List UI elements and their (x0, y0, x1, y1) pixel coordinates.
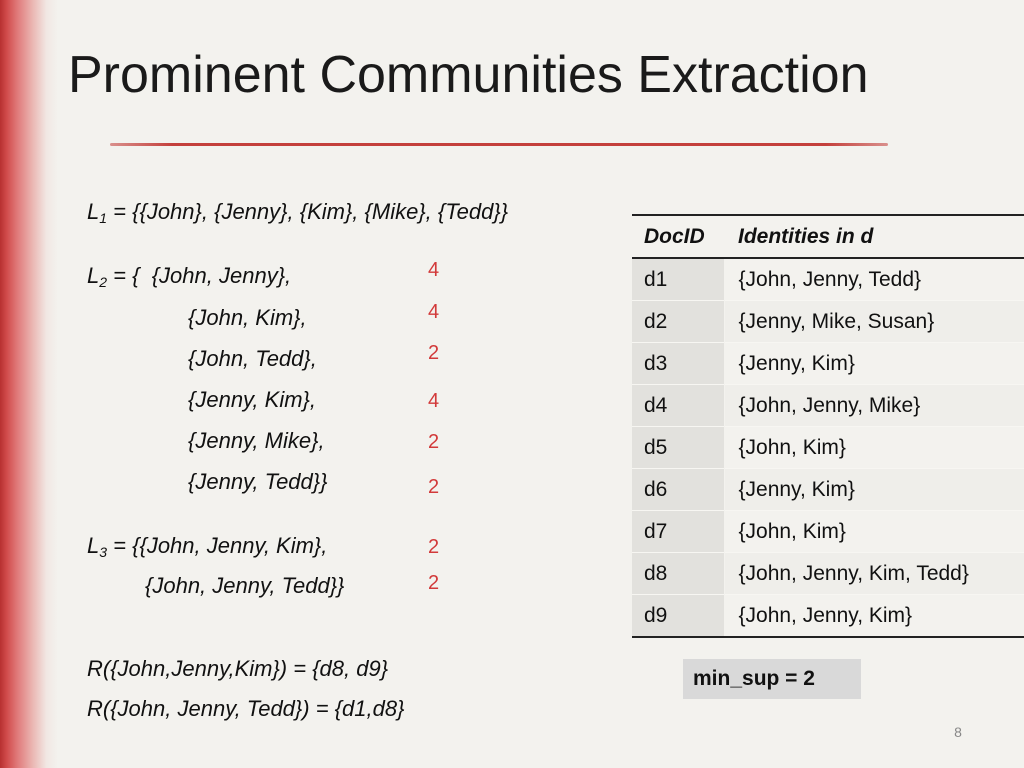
support-count: 4 (428, 301, 440, 323)
l3-itemset: {John, Jenny, Kim}, (139, 533, 328, 558)
docid-cell: d1 (632, 258, 724, 301)
identities-cell: {John, Jenny, Mike} (724, 385, 1024, 427)
l3-prefix: = { (107, 533, 140, 558)
docid-cell: d3 (632, 343, 724, 385)
docid-cell: d5 (632, 427, 724, 469)
l1-set: = {{John}, {Jenny}, {Kim}, {Mike}, {Tedd}} (107, 199, 509, 224)
identities-cell: {John, Jenny, Kim, Tedd} (724, 553, 1024, 595)
l2-prefix: = { (107, 263, 152, 288)
table-row (632, 553, 1024, 595)
table-row (632, 511, 1024, 553)
identities-cell: {John, Jenny, Kim} (724, 595, 1024, 638)
l3-itemset: {John, Jenny, Tedd}} (145, 573, 345, 598)
table-header-row (632, 215, 1024, 258)
support-count: 2 (428, 476, 440, 498)
table-row (632, 595, 1024, 638)
docid-cell: d9 (632, 595, 724, 638)
identities-cell: {John, Kim} (724, 511, 1024, 553)
support-count: 2 (428, 536, 440, 558)
min-support-box: min_sup = 2 (683, 659, 861, 699)
identities-cell: {Jenny, Mike, Susan} (724, 301, 1024, 343)
support-count: 2 (428, 431, 440, 453)
l2-label: L (87, 263, 100, 288)
l2-itemset: {Jenny, Mike}, (188, 428, 325, 453)
support-count: 2 (428, 342, 440, 364)
l2-line (87, 262, 291, 296)
page-number: 8 (954, 724, 962, 740)
l1-label: L (87, 199, 100, 224)
slide-title: Prominent Communities Extraction (68, 46, 869, 104)
l2-itemset: {John, Jenny}, (151, 263, 292, 288)
decorative-side-bar (0, 0, 58, 768)
identity-table (632, 214, 1024, 638)
table-row (632, 385, 1024, 427)
docid-cell: d2 (632, 301, 724, 343)
table-row (632, 469, 1024, 511)
title-divider (110, 143, 888, 146)
l2-itemset: {Jenny, Kim}, (188, 387, 316, 412)
support-count: 2 (428, 572, 440, 594)
table-row (632, 258, 1024, 301)
table-row (632, 343, 1024, 385)
l2-itemset: {John, Tedd}, (188, 346, 317, 371)
table-row (632, 427, 1024, 469)
result-line: R({John,Jenny,Kim}) = {d8, d9} (87, 656, 389, 681)
result-line: R({John, Jenny, Tedd}) = {d1,d8} (87, 696, 405, 721)
identities-cell: {Jenny, Kim} (724, 469, 1024, 511)
l3-subscript: 3 (99, 544, 108, 560)
docid-cell: d4 (632, 385, 724, 427)
l1-line (87, 198, 508, 232)
l2-itemset: {John, Kim}, (188, 305, 307, 330)
identities-cell: {John, Kim} (724, 427, 1024, 469)
header-docid: DocID (632, 215, 724, 258)
header-identities: Identities in d (724, 215, 1024, 258)
identities-cell: {John, Jenny, Tedd} (724, 258, 1024, 301)
support-count: 4 (428, 390, 440, 412)
l3-line (87, 532, 327, 566)
l2-subscript: 2 (99, 274, 108, 290)
identities-cell: {Jenny, Kim} (724, 343, 1024, 385)
l3-label: L (87, 533, 100, 558)
table-row (632, 301, 1024, 343)
l1-subscript: 1 (99, 210, 108, 226)
docid-cell: d7 (632, 511, 724, 553)
docid-cell: d8 (632, 553, 724, 595)
support-count: 4 (428, 259, 440, 281)
l2-itemset: {Jenny, Tedd}} (188, 469, 328, 494)
docid-cell: d6 (632, 469, 724, 511)
